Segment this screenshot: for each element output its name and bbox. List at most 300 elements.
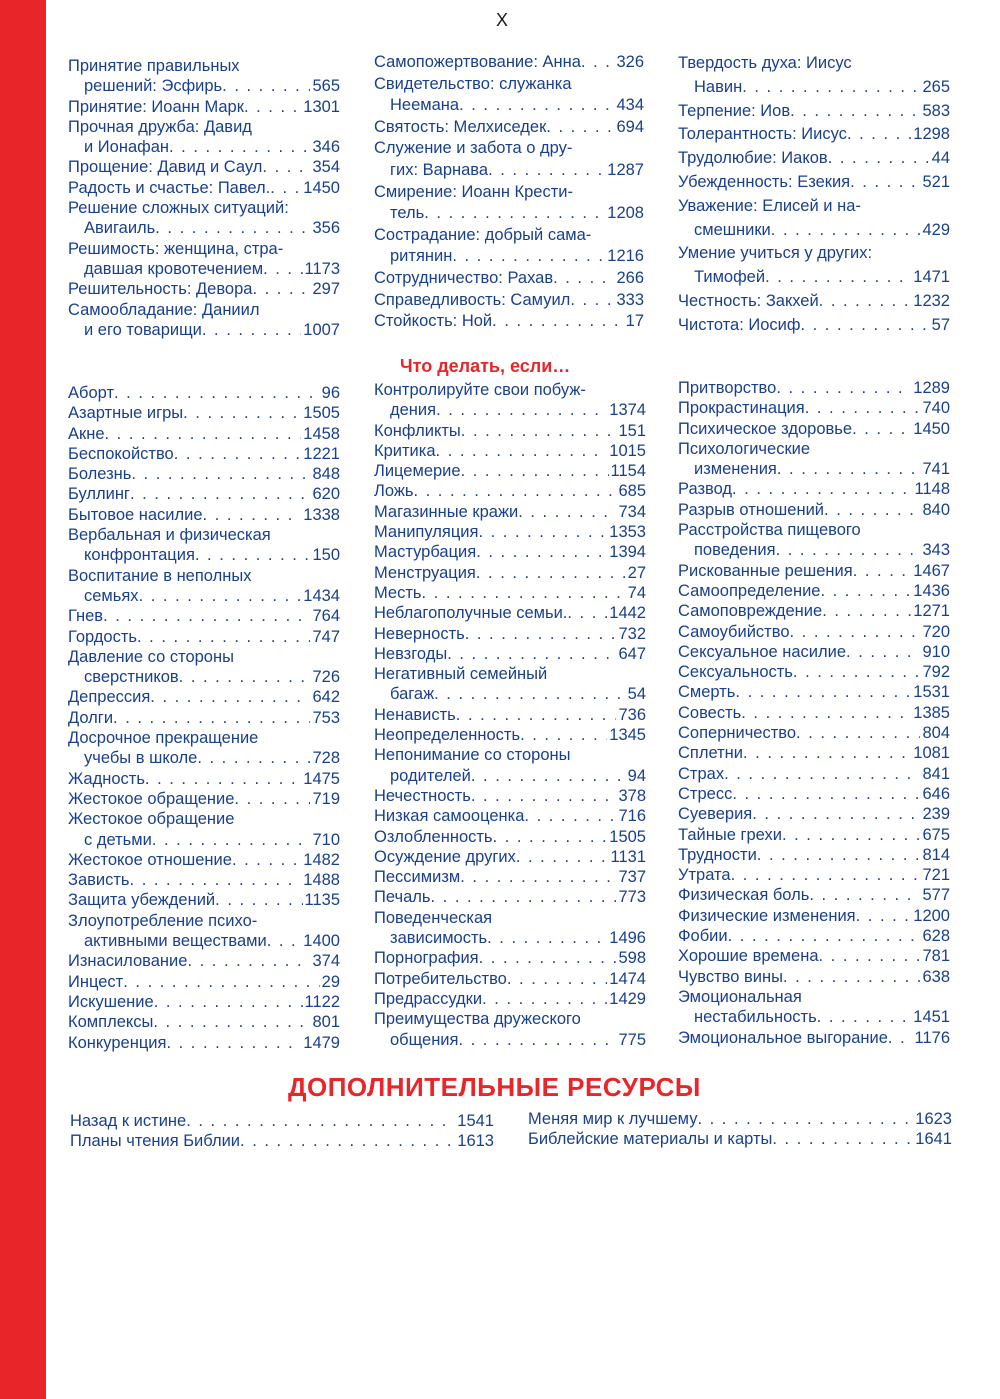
index-entry[interactable] xyxy=(374,887,646,907)
index-entry[interactable] xyxy=(374,268,644,290)
index-entry[interactable] xyxy=(374,806,646,826)
index-entry[interactable] xyxy=(678,314,950,338)
dot-leader xyxy=(434,684,626,704)
entry-text-line: Злоупотребление психо- xyxy=(68,911,258,930)
entry-title: давшая кровотечением xyxy=(84,259,264,278)
index-entry[interactable] xyxy=(68,708,340,728)
index-entry[interactable] xyxy=(374,603,646,623)
index-entry[interactable] xyxy=(678,147,950,171)
index-entry[interactable] xyxy=(678,100,950,124)
dot-leader xyxy=(731,865,921,885)
entry-title: Аборт xyxy=(68,384,115,402)
entry-page-number: 265 xyxy=(922,77,950,96)
entry-title: тель xyxy=(390,204,425,223)
index-entry[interactable] xyxy=(374,583,646,603)
entry-title: и Ионафан xyxy=(84,138,169,157)
dot-leader xyxy=(771,219,921,243)
dot-leader xyxy=(460,867,616,887)
dot-leader xyxy=(507,969,607,989)
entry-page-number: 429 xyxy=(922,220,950,239)
index-entry[interactable] xyxy=(374,827,646,847)
index-entry[interactable] xyxy=(68,850,340,870)
entry-title: общения xyxy=(390,1030,459,1049)
index-entry[interactable] xyxy=(678,885,950,905)
dot-leader xyxy=(493,827,608,847)
entry-page-number: 239 xyxy=(922,805,950,824)
index-entry[interactable] xyxy=(68,870,340,890)
dot-leader xyxy=(471,766,626,786)
virtues-column-1 xyxy=(68,56,340,340)
dot-leader xyxy=(741,703,911,723)
index-entry[interactable] xyxy=(678,52,950,100)
index-entry[interactable] xyxy=(374,542,646,562)
entry-page-number: 804 xyxy=(922,724,950,743)
dot-leader xyxy=(728,926,921,946)
dot-leader xyxy=(267,931,302,951)
entry-title: родителей xyxy=(390,766,471,785)
entry-page-number: 57 xyxy=(931,315,950,334)
entry-title: Нечестность xyxy=(374,786,471,805)
index-entry[interactable] xyxy=(374,745,646,786)
entry-title: Конкуренция xyxy=(68,1033,167,1052)
what-if-column-2 xyxy=(374,380,646,1050)
entry-page-number: 1531 xyxy=(913,683,950,702)
entry-page-number: 1374 xyxy=(609,401,646,420)
index-entry[interactable] xyxy=(374,74,644,117)
entry-page-number: 734 xyxy=(618,502,646,521)
entry-page-number: 764 xyxy=(312,607,340,626)
dot-leader xyxy=(130,484,311,504)
entry-page-number: 54 xyxy=(627,685,646,704)
dot-leader xyxy=(422,583,626,603)
entry-page-number: 1471 xyxy=(913,268,950,287)
entry-title: Предрассудки xyxy=(374,989,483,1008)
entry-page-number: 1505 xyxy=(303,404,340,423)
dot-leader xyxy=(482,989,607,1009)
index-entry[interactable] xyxy=(678,804,950,824)
dot-leader xyxy=(153,1012,310,1032)
entry-page-number: 374 xyxy=(312,952,340,971)
index-entry[interactable] xyxy=(68,239,340,280)
entry-page-number: 1015 xyxy=(609,441,646,460)
index-entry[interactable] xyxy=(678,946,950,966)
entry-page-number: 638 xyxy=(922,967,950,986)
index-entry[interactable] xyxy=(374,290,644,312)
entry-page-number: 44 xyxy=(931,149,950,168)
index-entry[interactable] xyxy=(678,865,950,885)
dot-leader xyxy=(822,601,911,621)
dot-leader xyxy=(152,830,311,850)
dot-leader xyxy=(150,687,310,707)
index-entry[interactable] xyxy=(374,421,646,441)
index-entry[interactable] xyxy=(374,311,644,333)
index-entry[interactable] xyxy=(68,97,340,117)
entry-page-number: 726 xyxy=(312,668,340,687)
index-entry[interactable] xyxy=(678,520,950,561)
entry-title: Трудолюбие: Иаков xyxy=(678,149,828,168)
entry-title: Озлобленность xyxy=(374,827,493,846)
index-entry[interactable] xyxy=(68,279,340,299)
index-entry[interactable] xyxy=(68,606,340,626)
index-entry[interactable] xyxy=(68,566,340,607)
index-entry[interactable] xyxy=(68,809,340,850)
index-entry[interactable] xyxy=(374,481,646,501)
dot-leader xyxy=(805,398,921,418)
entry-title: Радость и счастье: Павел. xyxy=(68,178,271,197)
entry-page-number: 1135 xyxy=(304,891,340,910)
index-entry[interactable] xyxy=(374,502,646,522)
entry-title: Навин xyxy=(694,77,743,96)
index-entry[interactable] xyxy=(374,786,646,806)
entry-page-number: 346 xyxy=(312,138,340,157)
entry-page-number: 577 xyxy=(922,886,950,905)
dot-leader xyxy=(459,95,614,117)
entry-title: Тайные грехи xyxy=(678,825,782,844)
dot-leader xyxy=(103,606,310,626)
entry-page-number: 1148 xyxy=(914,480,950,499)
entry-page-number: 841 xyxy=(922,764,950,783)
index-entry[interactable] xyxy=(678,1028,950,1048)
entry-text-line: Сострадание: добрый сама- xyxy=(374,225,592,244)
dot-leader xyxy=(546,117,614,139)
entry-page-number: 620 xyxy=(312,485,340,504)
entry-title: Неопределенность xyxy=(374,726,521,745)
index-entry[interactable] xyxy=(374,908,646,949)
entry-page-number: 1505 xyxy=(609,827,646,846)
index-entry[interactable] xyxy=(374,624,646,644)
dot-leader xyxy=(752,804,920,824)
index-entry[interactable] xyxy=(678,622,950,642)
index-entry[interactable] xyxy=(68,178,340,198)
resources-column-1 xyxy=(70,1111,494,1152)
entry-title: Терпение: Иов xyxy=(678,101,791,120)
entry-title: Гордость xyxy=(68,627,138,646)
entry-page-number: 710 xyxy=(312,830,340,849)
entry-text-line: Умение учиться у других: xyxy=(678,244,873,263)
page-number: X xyxy=(496,10,509,30)
index-entry[interactable] xyxy=(68,1033,340,1053)
index-entry[interactable] xyxy=(374,563,646,583)
index-entry[interactable] xyxy=(678,171,950,195)
entry-title: конфронтация xyxy=(84,546,195,565)
entry-page-number: 647 xyxy=(618,644,646,663)
index-entry[interactable] xyxy=(68,627,340,647)
entry-title: Потребительство xyxy=(374,969,507,988)
entry-title: Осуждение других xyxy=(374,847,516,866)
index-entry[interactable] xyxy=(678,825,950,845)
entry-page-number: 685 xyxy=(618,482,646,501)
dot-leader xyxy=(479,948,617,968)
dot-leader xyxy=(888,1028,913,1048)
entry-page-number: 848 xyxy=(312,465,340,484)
index-entry[interactable] xyxy=(528,1109,952,1129)
index-entry[interactable] xyxy=(678,764,950,784)
index-entry[interactable] xyxy=(68,464,340,484)
index-entry[interactable] xyxy=(374,380,646,421)
index-entry[interactable] xyxy=(68,444,340,464)
index-entry[interactable] xyxy=(678,290,950,314)
dot-leader xyxy=(776,378,911,398)
entry-title: поведения xyxy=(694,541,776,560)
index-entry[interactable] xyxy=(68,383,340,403)
index-entry[interactable] xyxy=(678,378,950,398)
entry-page-number: 773 xyxy=(618,888,646,907)
dot-leader xyxy=(154,992,303,1012)
index-entry[interactable] xyxy=(678,123,950,147)
entry-title: Психическое здоровье xyxy=(678,419,853,438)
dot-leader xyxy=(790,622,921,642)
entry-page-number: 1613 xyxy=(457,1132,494,1151)
dot-leader xyxy=(166,1033,301,1053)
dot-leader xyxy=(850,171,920,195)
dot-leader xyxy=(183,403,301,423)
index-entry[interactable] xyxy=(374,705,646,725)
index-entry[interactable] xyxy=(374,867,646,887)
dot-leader xyxy=(856,906,912,926)
entry-page-number: 801 xyxy=(312,1013,340,1032)
entry-title: Тимофей xyxy=(694,268,766,287)
entry-title: Суеверия xyxy=(678,805,753,824)
index-entry[interactable] xyxy=(678,419,950,439)
index-entry[interactable] xyxy=(678,642,950,662)
index-entry[interactable] xyxy=(374,725,646,745)
index-entry[interactable] xyxy=(68,769,340,789)
index-entry[interactable] xyxy=(678,398,950,418)
index-entry[interactable] xyxy=(68,505,340,525)
entry-page-number: 583 xyxy=(922,101,950,120)
virtues-column-3 xyxy=(678,52,950,338)
index-entry[interactable] xyxy=(678,439,950,480)
dot-leader xyxy=(777,459,921,479)
index-entry[interactable] xyxy=(374,664,646,705)
entry-page-number: 732 xyxy=(618,624,646,643)
index-entry[interactable] xyxy=(70,1131,494,1151)
entry-title: Самоопределение xyxy=(678,581,821,600)
index-entry[interactable] xyxy=(374,522,646,542)
index-entry[interactable] xyxy=(68,687,340,707)
entry-page-number: 1289 xyxy=(913,379,950,397)
dot-leader xyxy=(476,542,607,562)
entry-title: Жестокое обращение xyxy=(68,789,235,808)
index-entry[interactable] xyxy=(374,461,646,481)
resources-column-2 xyxy=(528,1109,952,1150)
entry-title: Прокрастинация xyxy=(678,399,805,418)
index-entry[interactable] xyxy=(374,1009,646,1050)
entry-text-line: Свидетельство: служанка xyxy=(374,74,572,93)
entry-page-number: 675 xyxy=(922,825,950,844)
entry-page-number: 840 xyxy=(922,500,950,519)
dot-leader xyxy=(113,708,310,728)
index-entry[interactable] xyxy=(678,743,950,763)
entry-page-number: 1287 xyxy=(607,160,644,179)
index-entry[interactable] xyxy=(678,926,950,946)
entry-title: Болезнь xyxy=(68,465,132,484)
entry-title: Честность: Закхей xyxy=(678,291,819,310)
entry-title: Фобии xyxy=(678,927,728,946)
entry-page-number: 1298 xyxy=(913,125,950,144)
entry-title: Ложь xyxy=(374,482,414,501)
index-entry[interactable] xyxy=(374,847,646,867)
index-entry[interactable] xyxy=(678,723,950,743)
entry-page-number: 1400 xyxy=(303,932,340,951)
entry-page-number: 1450 xyxy=(913,419,950,438)
entry-title: Сотрудничество: Рахав xyxy=(374,268,554,287)
index-entry[interactable] xyxy=(678,682,950,702)
index-entry[interactable] xyxy=(678,479,950,499)
dot-leader xyxy=(776,540,921,560)
entry-page-number: 1122 xyxy=(304,992,340,1011)
index-entry[interactable] xyxy=(68,992,340,1012)
entry-page-number: 150 xyxy=(312,546,340,565)
dot-leader xyxy=(819,290,912,314)
entry-title: Неемана xyxy=(390,96,460,115)
entry-page-number: 74 xyxy=(627,583,646,602)
dot-leader xyxy=(820,581,911,601)
entry-title: Акне xyxy=(68,424,105,443)
index-entry[interactable] xyxy=(678,195,950,243)
entry-title: Жестокое отношение xyxy=(68,850,232,869)
entry-title: Искушение xyxy=(68,992,154,1011)
index-entry[interactable] xyxy=(68,647,340,688)
index-entry[interactable] xyxy=(678,242,950,290)
index-entry[interactable] xyxy=(68,157,340,177)
index-entry[interactable] xyxy=(678,601,950,621)
index-entry[interactable] xyxy=(678,845,950,865)
entry-page-number: 1394 xyxy=(609,543,646,562)
entry-page-number: 1208 xyxy=(607,204,644,223)
index-entry[interactable] xyxy=(68,117,340,158)
entry-page-number: 910 xyxy=(922,642,950,661)
entry-page-number: 1345 xyxy=(609,726,646,745)
entry-page-number: 1482 xyxy=(303,850,340,869)
index-entry[interactable] xyxy=(68,56,340,97)
entry-page-number: 740 xyxy=(922,399,950,418)
dot-leader xyxy=(757,845,921,865)
red-edge-bar xyxy=(0,0,46,1399)
dot-leader xyxy=(567,603,607,623)
dot-leader xyxy=(765,266,911,290)
dot-leader xyxy=(524,806,616,826)
dot-leader xyxy=(487,928,607,948)
index-entry[interactable] xyxy=(374,117,644,139)
index-entry[interactable] xyxy=(68,972,340,992)
entry-text-line: Твердость духа: Иисус xyxy=(678,54,852,72)
index-entry[interactable] xyxy=(528,1129,952,1149)
index-entry[interactable] xyxy=(374,969,646,989)
index-entry[interactable] xyxy=(678,561,950,581)
index-entry[interactable] xyxy=(68,525,340,566)
index-entry[interactable] xyxy=(678,500,950,520)
entry-page-number: 1623 xyxy=(915,1110,952,1128)
dot-leader xyxy=(471,786,617,806)
entry-page-number: 1154 xyxy=(610,462,646,481)
dot-leader xyxy=(458,1030,616,1050)
dot-leader xyxy=(169,137,310,157)
index-entry[interactable] xyxy=(374,138,644,181)
entry-page-number: 1467 xyxy=(913,561,950,580)
entry-page-number: 434 xyxy=(616,96,644,115)
index-entry[interactable] xyxy=(678,662,950,682)
index-entry[interactable] xyxy=(678,987,950,1028)
dot-leader xyxy=(809,885,920,905)
entry-title: Святость: Мелхиседек xyxy=(374,117,547,136)
dot-leader xyxy=(819,946,921,966)
entry-text-line: Уважение: Елисей и на- xyxy=(678,196,861,215)
index-entry[interactable] xyxy=(374,989,646,1009)
entry-page-number: 741 xyxy=(922,460,950,479)
entry-page-number: 1385 xyxy=(913,703,950,722)
entry-title: Развод xyxy=(678,480,733,499)
dot-leader xyxy=(145,769,301,789)
entry-title: Стресс xyxy=(678,784,733,803)
entry-page-number: 753 xyxy=(312,708,340,727)
entry-title: Чувство вины xyxy=(678,967,783,986)
index-entry[interactable] xyxy=(68,1012,340,1032)
entry-title: Утрата xyxy=(678,866,731,885)
dot-leader xyxy=(847,123,911,147)
index-entry[interactable] xyxy=(68,911,340,952)
dot-leader xyxy=(179,667,311,687)
index-entry[interactable] xyxy=(374,644,646,664)
entry-page-number: 521 xyxy=(922,172,950,191)
entry-title: дения xyxy=(390,401,437,420)
entry-page-number: 1436 xyxy=(913,581,950,600)
entry-page-number: 1216 xyxy=(607,247,644,266)
index-entry[interactable] xyxy=(374,182,644,225)
entry-page-number: 1488 xyxy=(303,871,340,890)
index-entry[interactable] xyxy=(374,948,646,968)
index-entry[interactable] xyxy=(678,784,950,804)
dot-leader xyxy=(828,147,930,171)
index-entry[interactable] xyxy=(68,198,340,239)
entry-text-line: Прочная дружба: Давид xyxy=(68,117,252,136)
dot-leader xyxy=(732,784,920,804)
index-entry[interactable] xyxy=(68,300,340,341)
entry-page-number: 1442 xyxy=(609,604,646,623)
index-entry[interactable] xyxy=(678,703,950,723)
dot-leader xyxy=(232,850,301,870)
index-entry[interactable] xyxy=(678,967,950,987)
index-entry[interactable] xyxy=(68,951,340,971)
index-entry[interactable] xyxy=(68,403,340,423)
dot-leader xyxy=(424,203,605,225)
dot-leader xyxy=(114,383,320,403)
index-entry[interactable] xyxy=(678,906,950,926)
index-entry[interactable] xyxy=(374,225,644,268)
index-entry[interactable] xyxy=(70,1111,494,1131)
index-entry[interactable] xyxy=(68,424,340,444)
index-entry[interactable] xyxy=(374,441,646,461)
entry-page-number: 1271 xyxy=(913,602,950,621)
index-entry[interactable] xyxy=(68,789,340,809)
dot-leader xyxy=(790,100,920,124)
index-entry[interactable] xyxy=(678,581,950,601)
entry-text-line: Психологические xyxy=(678,439,811,458)
index-entry[interactable] xyxy=(68,484,340,504)
entry-text-line: Самообладание: Даниил xyxy=(68,300,260,319)
entry-title: Сплетни xyxy=(678,744,743,763)
entry-page-number: 775 xyxy=(618,1030,646,1049)
index-entry[interactable] xyxy=(374,52,644,74)
entry-page-number: 378 xyxy=(618,786,646,805)
index-entry[interactable] xyxy=(68,728,340,769)
index-entry[interactable] xyxy=(68,890,340,910)
dot-leader xyxy=(436,400,607,420)
dot-leader xyxy=(222,76,310,96)
entry-page-number: 151 xyxy=(618,421,646,440)
dot-leader xyxy=(852,419,911,439)
entry-page-number: 628 xyxy=(922,927,950,946)
